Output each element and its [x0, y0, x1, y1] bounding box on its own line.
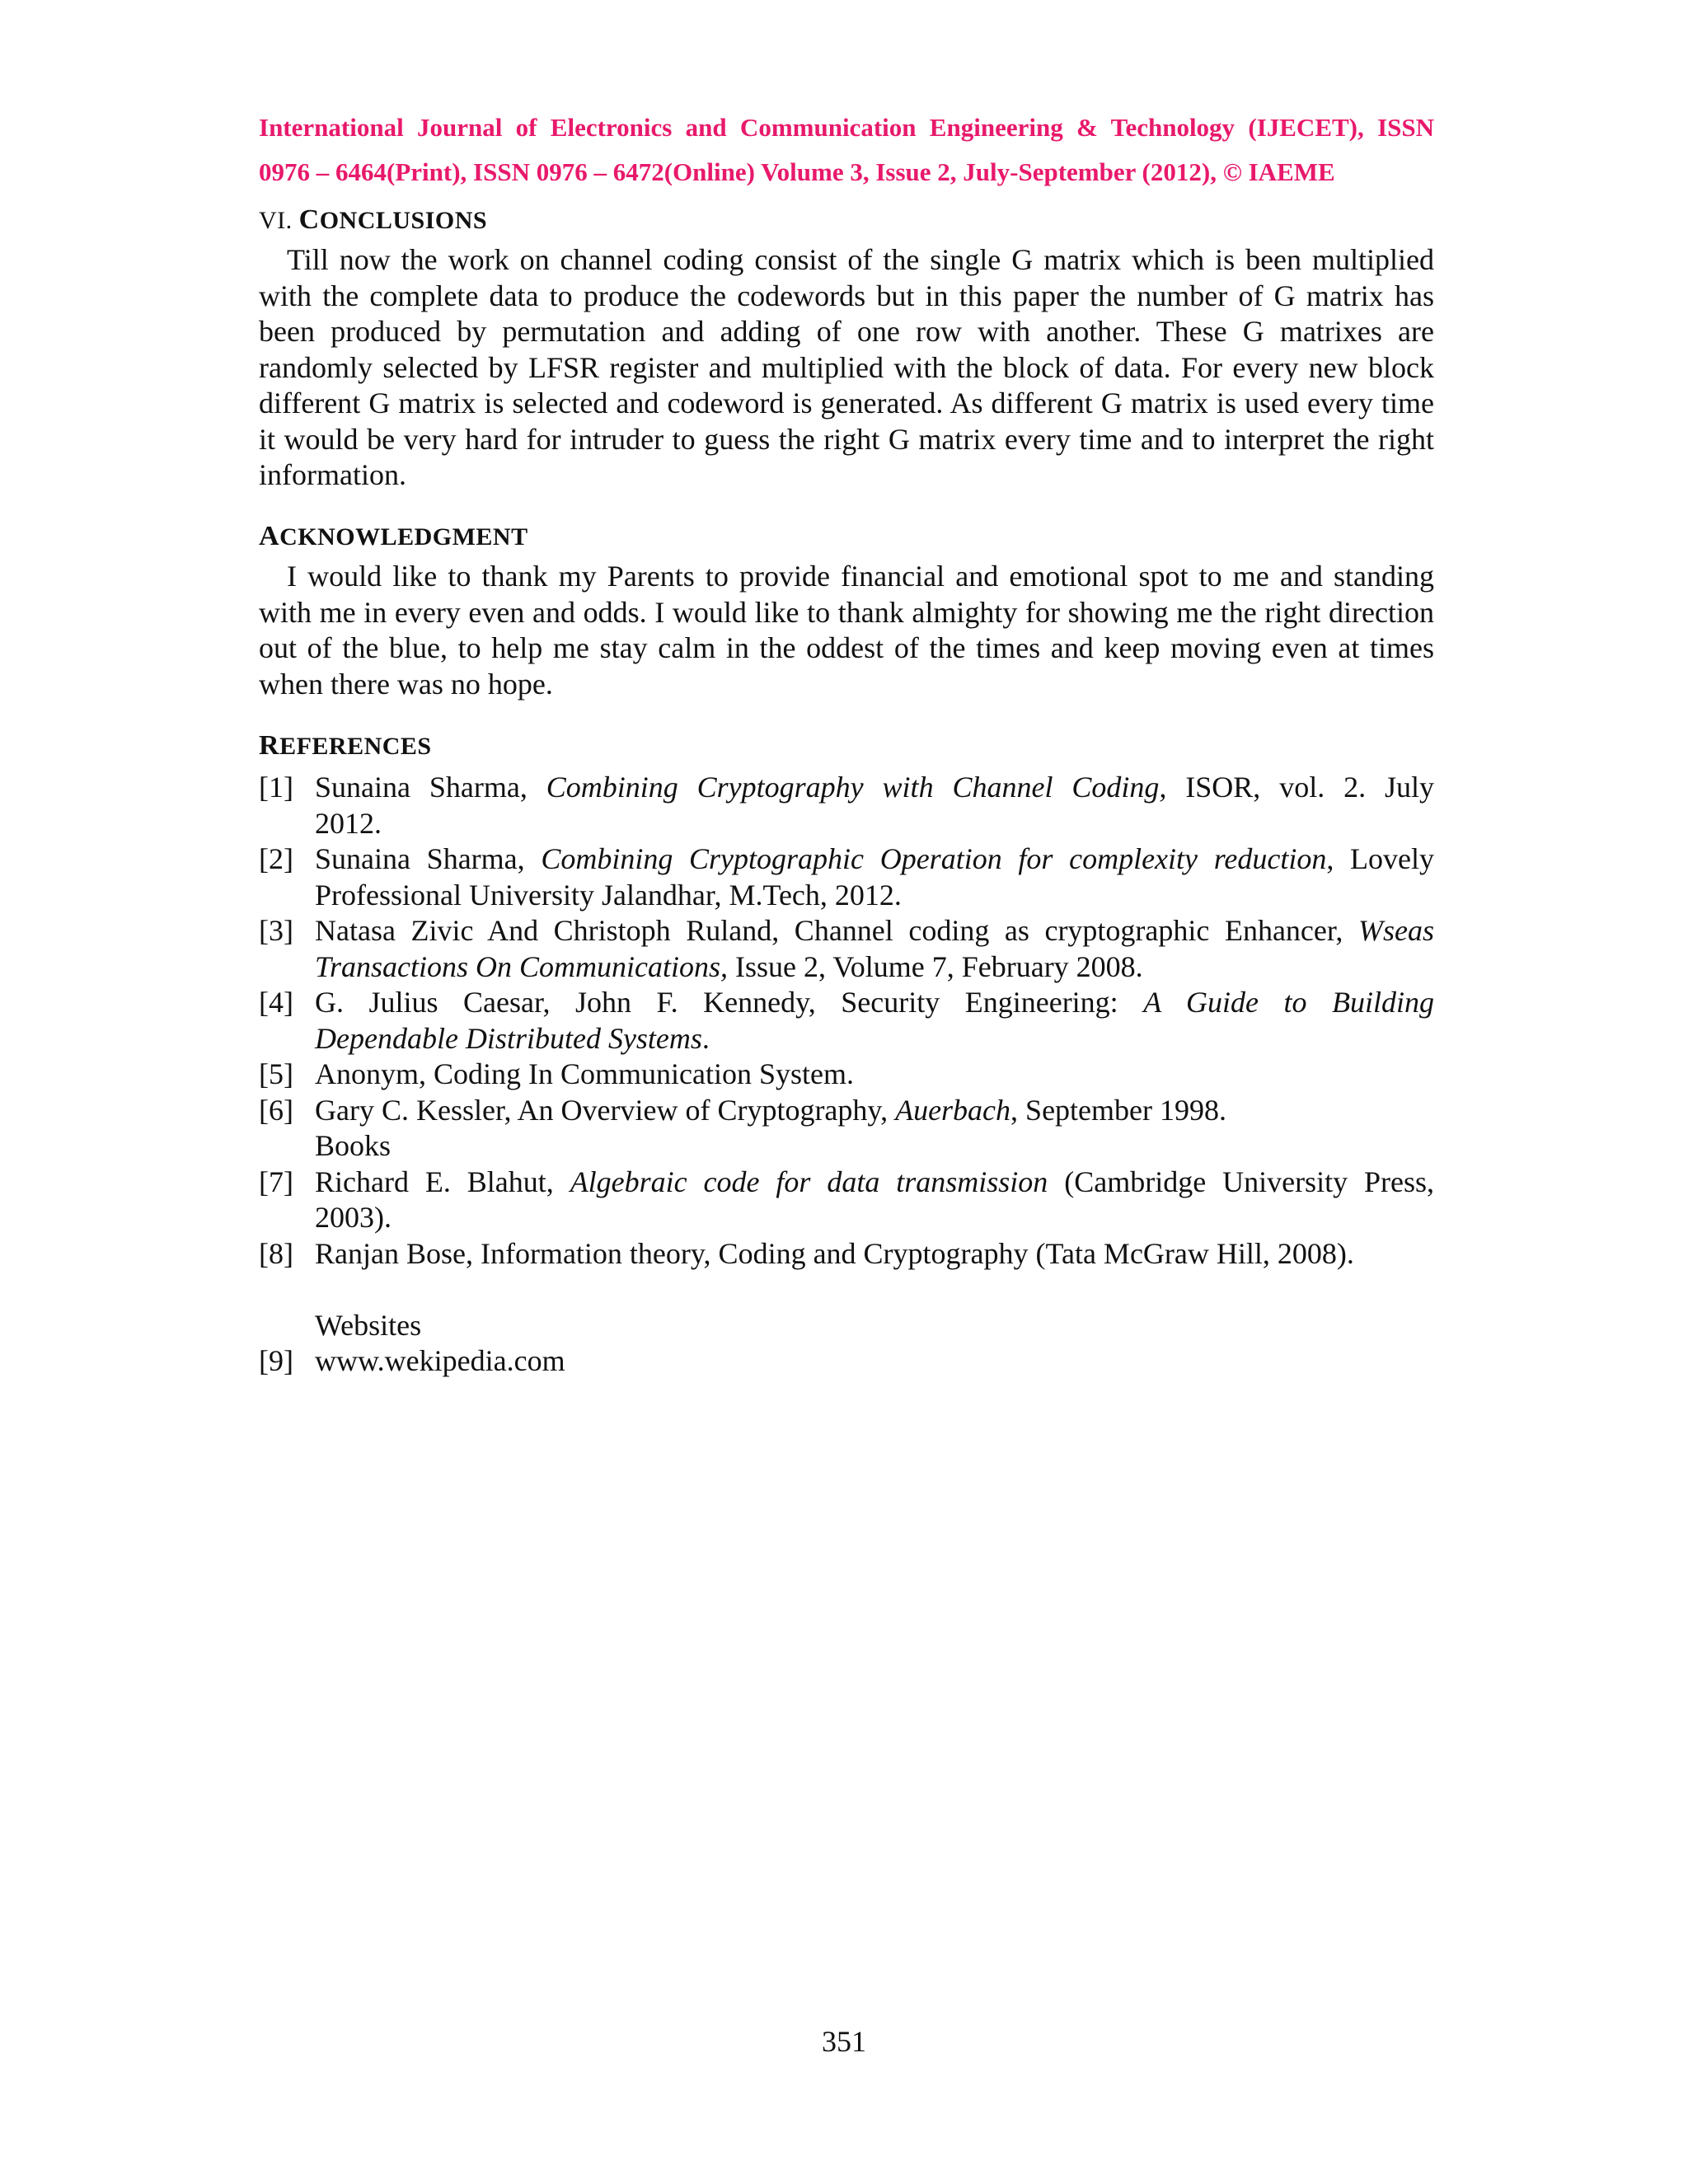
reference-item	[259, 1057, 1434, 1093]
reference-number: [9]	[259, 1344, 293, 1377]
section-number: VI.	[259, 207, 293, 234]
reference-number: [1]	[259, 771, 293, 804]
conclusions-paragraph	[259, 242, 1434, 494]
reference-item	[259, 985, 1434, 1057]
reference-number: [4]	[259, 986, 293, 1019]
reference-text: Richard E. Blahut, Algebraic code for data transmission (Cambridge University Press, 2003).	[315, 1165, 1434, 1234]
journal-header-line-2: 0976 – 6464(Print), ISSN 0976 – 6472(Online) Volume 3, Issue 2, July-September (2012), © IAEME	[259, 157, 1335, 186]
reference-text: Sunaina Sharma, Combining Cryptography with Channel Coding, ISOR, vol. 2. July 2012.	[315, 771, 1434, 840]
reference-number: [2]	[259, 842, 293, 875]
reference-text: G. Julius Caesar, John F. Kennedy, Security Engineering: A Guide to Building Dependable Distributed Systems.	[315, 986, 1434, 1055]
reference-item	[259, 1343, 1434, 1380]
reference-item	[259, 1236, 1434, 1272]
acknowledgment-paragraph	[259, 559, 1434, 702]
heading-initial: R	[259, 730, 280, 761]
reference-item	[259, 1093, 1434, 1129]
websites-subheading: Websites	[315, 1308, 422, 1342]
reference-number: [3]	[259, 914, 293, 947]
journal-header	[259, 105, 1434, 194]
reference-text: www.wekipedia.com	[315, 1344, 565, 1377]
reference-number: [8]	[259, 1236, 293, 1270]
reference-number: [6]	[259, 1093, 293, 1127]
acknowledgment-heading	[259, 521, 1434, 552]
heading-initial: C	[298, 204, 320, 235]
reference-text: Ranjan Bose, Information theory, Coding and Cryptography (Tata McGraw Hill, 2008).	[315, 1236, 1354, 1270]
reference-number: [5]	[259, 1057, 293, 1090]
page-number: 351	[822, 2025, 866, 2058]
heading-rest: EFERENCES	[279, 733, 432, 760]
references-list	[259, 770, 1434, 1380]
reference-text: Natasa Zivic And Christoph Ruland, Channel coding as cryptographic Enhancer, Wseas Transactions On Communications, Issue 2, Volume 7, February 2008.	[315, 914, 1434, 983]
journal-header-line-1: International Journal of Electronics and Communication Engineering & Technology (IJECET), ISSN	[259, 113, 1434, 142]
heading-rest: CKNOWLEDGMENT	[279, 523, 528, 551]
reference-text: Sunaina Sharma, Combining Cryptographic Operation for complexity reduction, Lovely Professional University Jalandhar, M.Tech, 2012.	[315, 842, 1434, 912]
references-heading	[259, 730, 1434, 762]
books-subheading: Books	[315, 1129, 392, 1162]
reference-item	[259, 770, 1434, 841]
conclusions-text: Till now the work on channel coding consist of the single G matrix which is been multiplied with the complete data to produce the codewords but in this paper the number of G matrix has been produced by permutation and adding of one row with another. These G matrixes are randomly selected by LFSR register and multiplied with the block of data. For every new block different G matrix is selected and codeword is generated. As different G matrix is used every time it would be very hard for intruder to guess the right G matrix every time and to interpret the right information.	[259, 243, 1434, 491]
reference-text: Gary C. Kessler, An Overview of Cryptography, Auerbach, September 1998.	[315, 1093, 1226, 1127]
acknowledgment-text: I would like to thank my Parents to provide financial and emotional spot to me and standing with me in every even and odds. I would like to thank almighty for showing me the right direction out of the blue, to help me stay calm in the oddest of the times and keep moving even at times when there was no hope.	[259, 560, 1434, 701]
heading-initial: A	[259, 521, 280, 551]
heading-rest: ONCLUSIONS	[319, 207, 488, 234]
reference-number: [7]	[259, 1165, 293, 1198]
reference-text: Anonym, Coding In Communication System.	[315, 1057, 854, 1090]
reference-item	[259, 841, 1434, 913]
conclusions-heading	[259, 204, 1434, 236]
reference-item	[259, 1165, 1434, 1236]
spacer	[259, 1272, 1434, 1308]
reference-item	[259, 913, 1434, 985]
